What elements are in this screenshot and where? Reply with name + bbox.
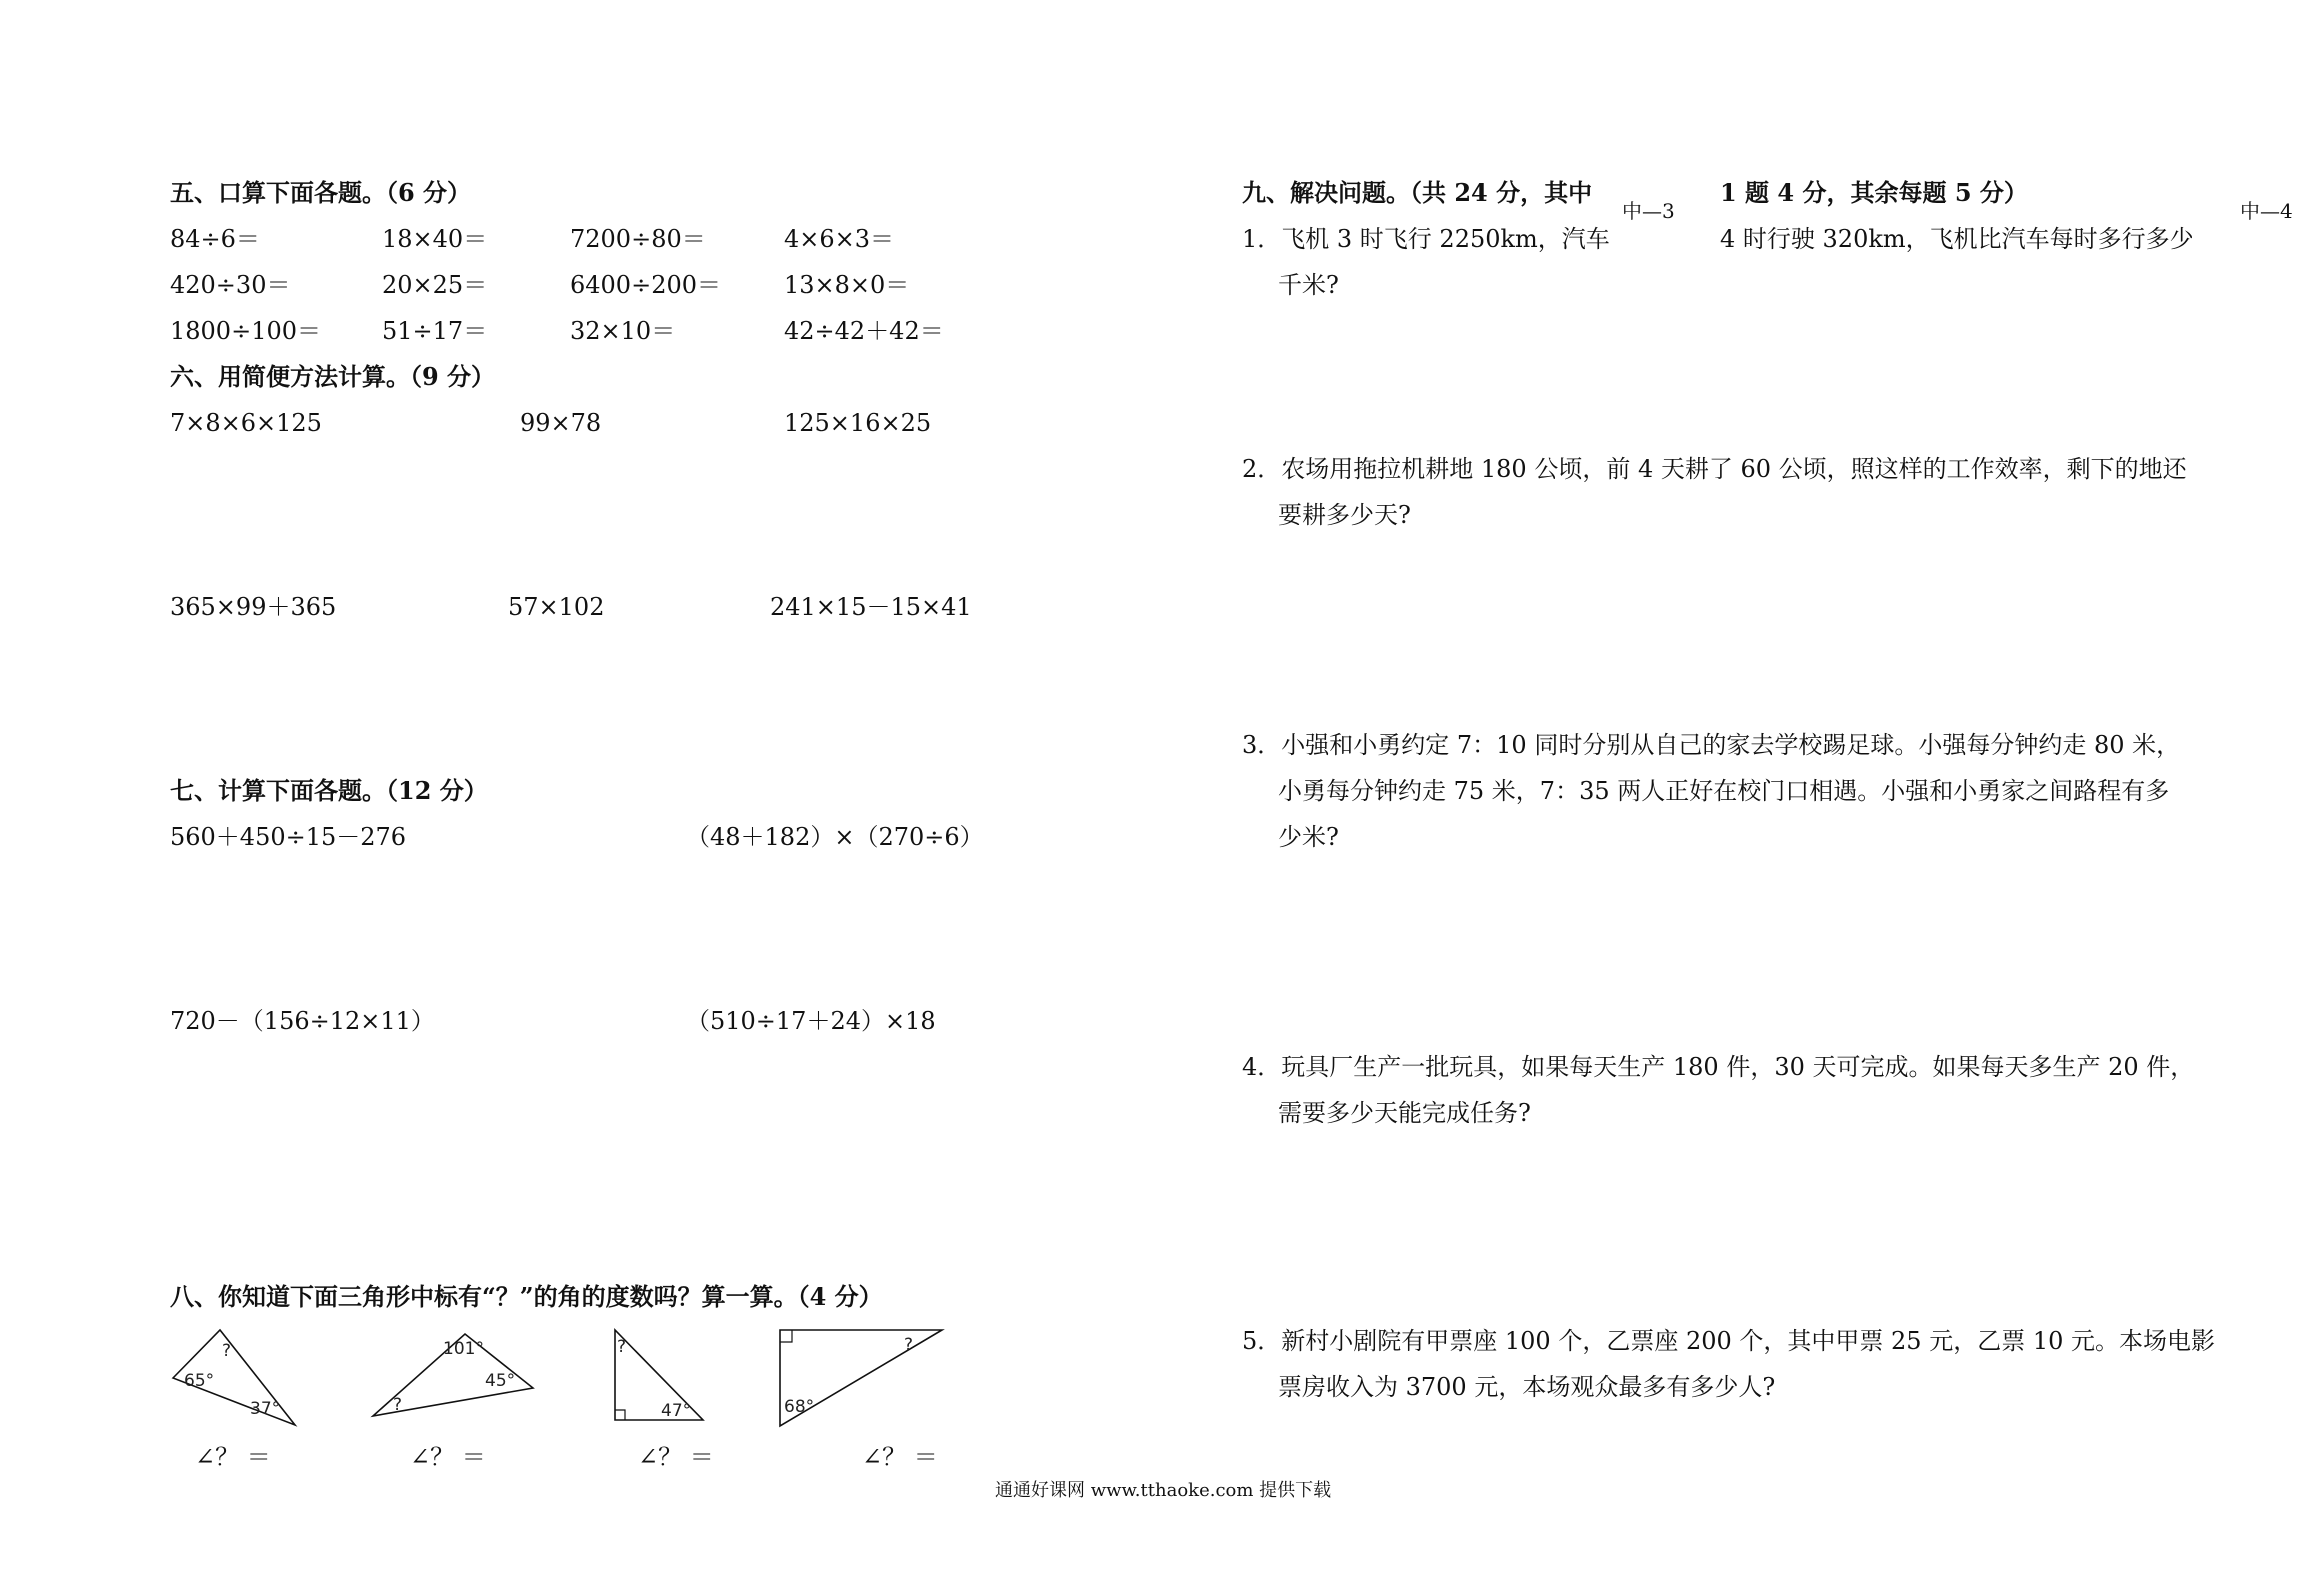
triangle-2 (365, 1328, 545, 1423)
shortcut-problem: 241×15－15×41 (770, 593, 972, 621)
shortcut-problem: 99×78 (520, 409, 602, 437)
shortcut-problem: 125×16×25 (784, 409, 932, 437)
oral-problem: 20×25＝ (382, 271, 488, 299)
oral-problem: 18×40＝ (382, 225, 488, 253)
footer-credit: 通通好课网 www.tthaoke.com 提供下载 (995, 1480, 1332, 1501)
page-mark-4: 中—4 (2240, 199, 2293, 223)
q4-line2: 需要多少天能完成任务? (1278, 1099, 1531, 1127)
section5-title: 五、口算下面各题。（6 分） (170, 178, 472, 207)
section6-title: 六、用简便方法计算。（9 分） (170, 362, 496, 391)
angle-label: 37° (250, 1399, 281, 1419)
oral-problem: 51÷17＝ (382, 317, 488, 345)
oral-problem: 420÷30＝ (170, 271, 291, 299)
triangle-3 (605, 1326, 715, 1426)
angle-label: 68° (784, 1397, 815, 1417)
q3-line1: 3．小强和小勇约定 7：10 同时分别从自己的家去学校踢足球。小强每分钟约走 80 米， (1242, 731, 2181, 759)
angle-label: ? (904, 1335, 914, 1355)
angle-label: 45° (485, 1371, 516, 1391)
shortcut-problem: 7×8×6×125 (170, 409, 322, 437)
section8-title: 八、你知道下面三角形中标有“？”的角的度数吗？算一算。（4 分） (170, 1282, 883, 1311)
section9-title-right: 1 题 4 分，其余每题 5 分） (1720, 178, 2028, 207)
angle-answer: ∠？ ＝ (862, 1443, 938, 1471)
oral-problem: 4×6×3＝ (784, 225, 895, 253)
section7-title: 七、计算下面各题。（12 分） (170, 776, 488, 805)
angle-label: 47° (661, 1401, 692, 1421)
calc-problem: （510÷17＋24）×18 (686, 1007, 936, 1035)
angle-label: 65° (184, 1371, 215, 1391)
oral-problem: 84÷6＝ (170, 225, 260, 253)
angle-answer: ∠？ ＝ (638, 1443, 714, 1471)
angle-answer: ∠？ ＝ (410, 1443, 486, 1471)
triangle-1 (160, 1320, 310, 1430)
calc-problem: 720－（156÷12×11） (170, 1007, 435, 1035)
q1-line1-right: 4 时行驶 320km，飞机比汽车每时多行多少 (1720, 225, 2194, 253)
shortcut-problem: 57×102 (508, 593, 605, 621)
shortcut-problem: 365×99＋365 (170, 593, 337, 621)
angle-label: ? (617, 1337, 627, 1357)
section9-title-left: 九、解决问题。（共 24 分，其中 (1242, 178, 1593, 207)
calc-problem: 560＋450÷15－276 (170, 823, 407, 851)
angle-label: ? (222, 1341, 232, 1361)
oral-problem: 13×8×0＝ (784, 271, 910, 299)
oral-problem: 1800÷100＝ (170, 317, 321, 345)
q1-line2: 千米? (1278, 271, 1339, 299)
angle-label: 101° (443, 1339, 484, 1359)
q3-line3: 少米? (1278, 823, 1339, 851)
calc-problem: （48＋182）×（270÷6） (686, 823, 984, 851)
q5-line2: 票房收入为 3700 元，本场观众最多有多少人? (1278, 1373, 1776, 1401)
oral-problem: 42÷42＋42＝ (784, 317, 944, 345)
q4-line1: 4．玩具厂生产一批玩具，如果每天生产 180 件，30 天可完成。如果每天多生产 20 件， (1242, 1053, 2195, 1081)
q2-line2: 要耕多少天? (1278, 501, 1411, 529)
triangle-4 (770, 1326, 950, 1431)
oral-problem: 6400÷200＝ (570, 271, 721, 299)
page-mark-3: 中—3 (1622, 199, 1675, 223)
q1-line1-left: 1．飞机 3 时飞行 2250km，汽车 (1242, 225, 1610, 253)
q5-line1: 5．新村小剧院有甲票座 100 个，乙票座 200 个，其中甲票 25 元，乙票 10 元。本场电影 (1242, 1327, 2215, 1355)
oral-problem: 32×10＝ (570, 317, 676, 345)
angle-answer: ∠？ ＝ (195, 1443, 271, 1471)
angle-label: ? (393, 1395, 403, 1415)
oral-problem: 7200÷80＝ (570, 225, 706, 253)
q3-line2: 小勇每分钟约走 75 米，7：35 两人正好在校门口相遇。小强和小勇家之间路程有多 (1278, 777, 2170, 805)
q2-line1: 2．农场用拖拉机耕地 180 公顷，前 4 天耕了 60 公顷，照这样的工作效率，剩下的地还 (1242, 455, 2187, 483)
